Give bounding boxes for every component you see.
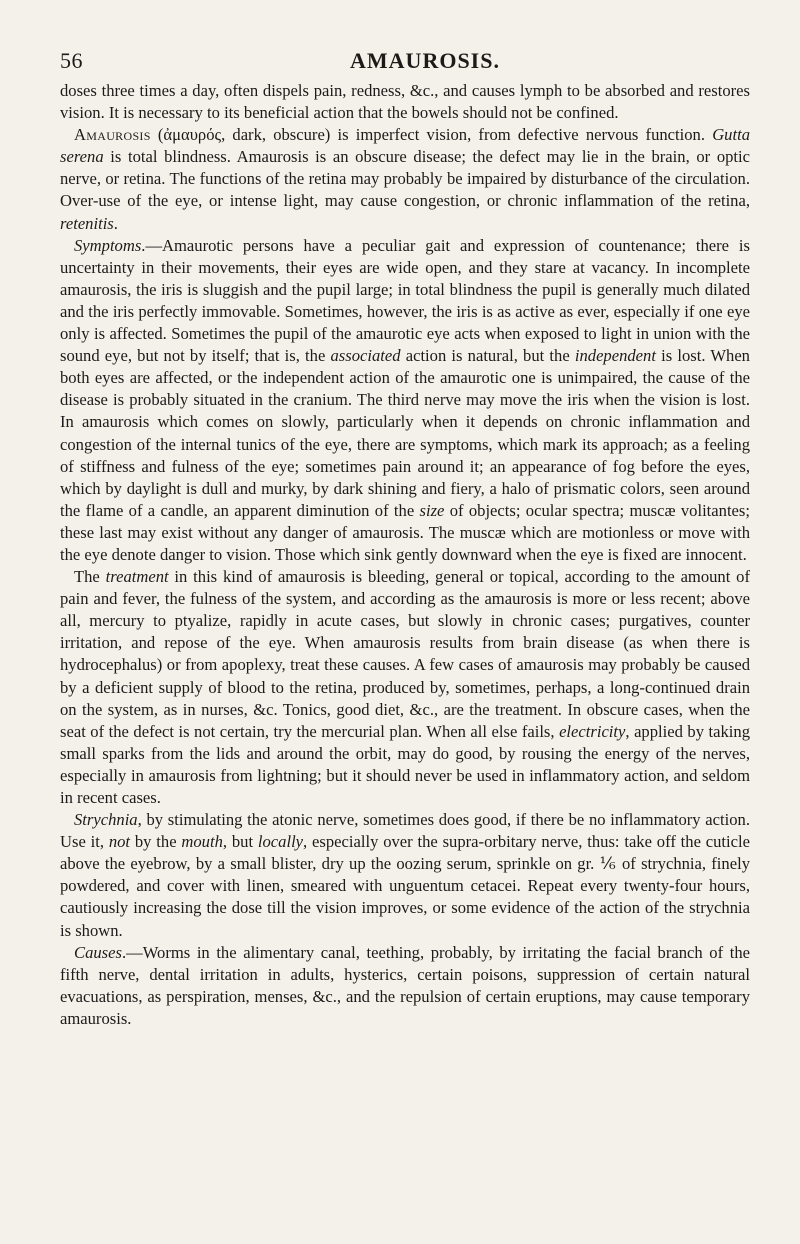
text-run: , but <box>222 832 258 852</box>
term-associated: associated <box>330 346 401 366</box>
term-gutta-serena: Gutta serena <box>60 125 750 167</box>
text-run: in this kind of amaurosis is bleeding, general or topical, according to the amount of pain and fever, the fulness of the system, and according as the amaurosis is more or less recent; above all, mercury to ptyalize, rapidly in acute cases, but slowly in chronic cases; purgatives, counter irritation, and repose of the eye. When amaurosis results from brain disease (as when there is hydrocephalus) or from apoplexy, treat these causes. A few cases of amaurosis may probably be caused by a deficient supply of blood to the retina, produced by, sometimes, perhaps, a long-continued drain on the system, as in nurses, &c. Tonics, good diet, &c., are the treatment. In obscure cases, when the seat of the defect is not certain, try the mercurial plan. When all else fails, <box>60 567 750 741</box>
text-run: is lost. When both eyes are affected, or the independent action of the amaurotic one is unimpaired, the cause of the disease is probably situated in the cranium. The third nerve may move the iris when the vision is lost. In amaurosis which comes on slowly, particularly when it depends on chronic inflammation and congestion of the internal tunics of the eye, there are symptoms, which mark its approach; as a feeling of stiffness and fulness of the eye; sometimes pain around it; an appearance of fog before the eyes, which by daylight is dull and murky, by dark shining and fiery, a halo of prismatic colors, seen around the flame of a candle, an apparent diminution of the <box>60 346 750 520</box>
heading-symptoms: Symptoms <box>74 235 142 255</box>
text-run: The <box>74 567 106 587</box>
greek-etymology: (ἀμαυρός, dark, obscure) <box>157 125 331 145</box>
text-run: , by stimulating the atonic nerve, sometimes does good, if there be no inflammatory action. Use it, <box>60 810 750 852</box>
running-head <box>60 0 750 80</box>
text-run: is imperfect vision, from defective nervous function. <box>330 125 713 145</box>
body-text <box>60 80 750 1030</box>
paragraph-continuation: doses three times a day, often dispels pain, redness, &c., and causes lymph to be absorbed and restores vision. It is necessary to its beneficial action that the bowels should not be confined. <box>60 81 750 123</box>
text-run: is total blindness. Amaurosis is an obscure disease; the defect may lie in the brain, or optic nerve, or retina. The functions of the retina may probably be impaired by disturbance of the circulation. Over-use of the eye, or intense light, may cause congestion, or chronic inflammation of the retina, <box>60 147 750 211</box>
term-amaurosis: Amaurosis <box>74 125 151 145</box>
text-run: , especially over the supra-orbitary nerve, thus: take off the cuticle above the eyebrow, by a small blister, dry up the oozing serum, sprinkle on gr. ⅙ of strychnia, finely powdered, and cover with linen, smeared with unguentum cetacei. Repeat every twenty-four hours, cautiously increasing the dose till the vision improves, or some evidence of the action of the strychnia is shown. <box>60 832 750 940</box>
text-run: .—Amaurotic persons have a peculiar gait and expression of countenance; there is uncertainty in their movements, their eyes are wide open, and they stare at vacancy. In incomplete amaurosis, the iris is sluggish and the pupil large; in total blindness the pupil is generally much dilated and the iris perfectly immovable. Sometimes, however, the iris is as active as ever, especially if one eye only is affected. Sometimes the pupil of the amaurotic eye acts when exposed to light in union with the sound eye, but not by itself; that is, the <box>60 235 750 366</box>
term-not: not <box>108 832 131 852</box>
paragraph-treatment <box>60 566 750 809</box>
text-run: . <box>113 213 118 233</box>
heading-strychnia: Strychnia <box>74 810 138 830</box>
paragraph-strychnia <box>60 809 750 942</box>
term-retenitis: retenitis <box>60 213 114 233</box>
term-mouth: mouth <box>181 832 223 852</box>
term-size: size <box>419 500 445 520</box>
running-title: AMAUROSIS. <box>350 48 500 73</box>
page-number: 56 <box>60 48 83 73</box>
text-run: .—Worms in the alimentary canal, teething, probably, by irritating the facial branch of the fifth nerve, dental irritation in adults, hysterics, certain poisons, suppression of certain natural evacuations, as perspiration, menses, &c., and the repulsion of certain eruptions, may cause temporary amaurosis. <box>60 942 750 1028</box>
text-run: , applied by taking small sparks from the lids and around the orbit, may do good, by rousing the energy of the nerves, especially in amaurosis from lightning; but it should never be used in inflammatory action, and seldom in recent cases. <box>60 721 750 807</box>
paragraph-causes <box>60 942 750 1030</box>
heading-causes: Causes <box>74 942 122 962</box>
text-run: by the <box>130 832 182 852</box>
heading-treatment: treatment <box>105 567 169 587</box>
term-locally: locally <box>257 832 304 852</box>
text-run: action is natural, but the <box>400 346 575 366</box>
paragraph-symptoms <box>60 235 750 566</box>
paragraph-amaurosis-definition <box>60 124 750 234</box>
text-run: of objects; ocular spectra; muscæ volitantes; these last may exist without any danger of amaurosis. The muscæ which are motionless or move with the eye denote danger to vision. Those which sink gently downward when the eye is fixed are innocent. <box>60 500 750 564</box>
term-independent: independent <box>574 346 656 366</box>
term-electricity: electricity <box>559 721 626 741</box>
